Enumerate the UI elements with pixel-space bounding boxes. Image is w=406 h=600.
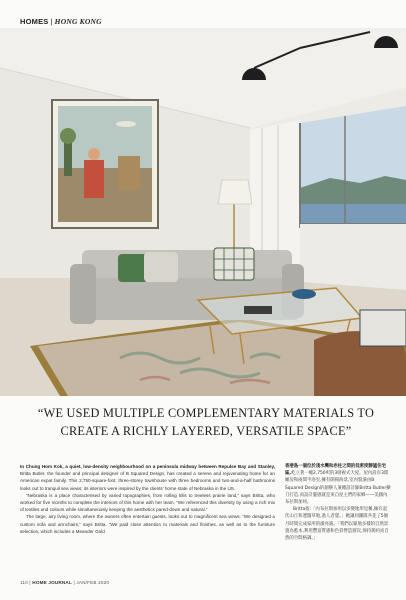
sofa-arm [70,264,96,324]
armchair-cushion [360,310,406,346]
article-text: Britta Butler, the founder and principal designer of B Squared Design, has created a serene and rejuvenating home for an American expat family. This 2,750-square-foot, three-storey townhouse with three bedrooms and two-and-a-half bathrooms looks out to tranquil sea views; its interiors were inspired by the clients' home state of Nebraska in the US. [20,471,275,491]
page-footer: 110 | HOME JOURNAL | JAN/FEB 2020 [20,580,110,585]
article-body-chinese [285,463,391,542]
floor-lamp-shade [218,180,252,204]
living-room-illustration [0,28,406,396]
living-room-photo [0,28,406,396]
coffee-table-books [244,306,272,314]
article-paragraph [20,463,275,492]
article-lead: In Chung Hom Kok, a quiet, low-density neighbourhood on a peninsula midway between Repulse Bay and Stanley, [20,464,275,469]
section-header [20,15,102,27]
cushion [144,252,178,282]
article-paragraph [285,463,391,506]
painting-figure [84,160,104,198]
painting-figure [118,156,140,190]
decor-bowl [292,289,316,299]
section-label: HOMES [20,16,49,26]
article-body-english [20,463,275,535]
pull-quote-line: “WE USED MULTIPLE COMPLEMENTARY MATERIALS TO [37,406,375,420]
article-lead-zh: 香港島一個位於淺水灣和赤柱之間的低密度靜謐住宅區, [285,464,386,477]
page-number: 110 [20,580,28,585]
article-paragraph: Britta指:「內布拉斯加州以多變地形見稱,擁有起伏山丘和遼闊草地,過人者覺。」她讓同團隊共花了5個月時間完成家所的潢亮處。「我們以蒙地多樣的自然景貌為藍本,利用豐富質感和色彩營造層次,保持簡約而自然的空間格調。」 [285,507,389,542]
article-paragraph: The large, airy living room, where the owners often entertain guests, looks out to magnificent sea views. “We designed a custom sofa and armchairs,” says Britta. “We paid close attention to materials and finishes, as well as to the furniture selection, which includes a Meander Gold [20,514,275,534]
painting-tree [64,140,72,176]
painting-cloud [116,121,136,127]
window-sea [300,204,406,224]
painting-tree-top [60,128,76,144]
article-text-zh: 屹立著一幢2,750呎的3層複式大屋。屋內設有3間睡房和兩間半浴室,擁有開揚海景,室內裝潢由B Squared Design的創辦人兼總設計師Britta Butler操刀打造,而設計靈感就是來自屋主們的家鄉——美國內布拉斯加州。 [285,471,391,506]
window-base-wall [300,224,406,282]
publication-name: HOME JOURNAL [32,580,72,585]
subsection-label: HONG KONG [54,16,102,26]
pull-quote-line: CREATE A RICHLY LAYERED, VERSATILE SPACE” [60,424,352,438]
painting-figure-head [88,148,100,160]
pull-quote [20,404,392,440]
cushion [118,254,148,282]
article-paragraph: “Nebraska is a place characterised by varied topographies, from rolling hills to treeless prairie land,” says Britta, who worked for five months to complete the interiors of this home with her team. “We referenced this diversity by using a rich mix of textiles and colours while simultaneously keeping the aesthetics pared-down and natural.” [20,492,275,513]
section-separator: | [50,16,53,26]
issue-date: JAN/FEB 2020 [76,580,110,585]
